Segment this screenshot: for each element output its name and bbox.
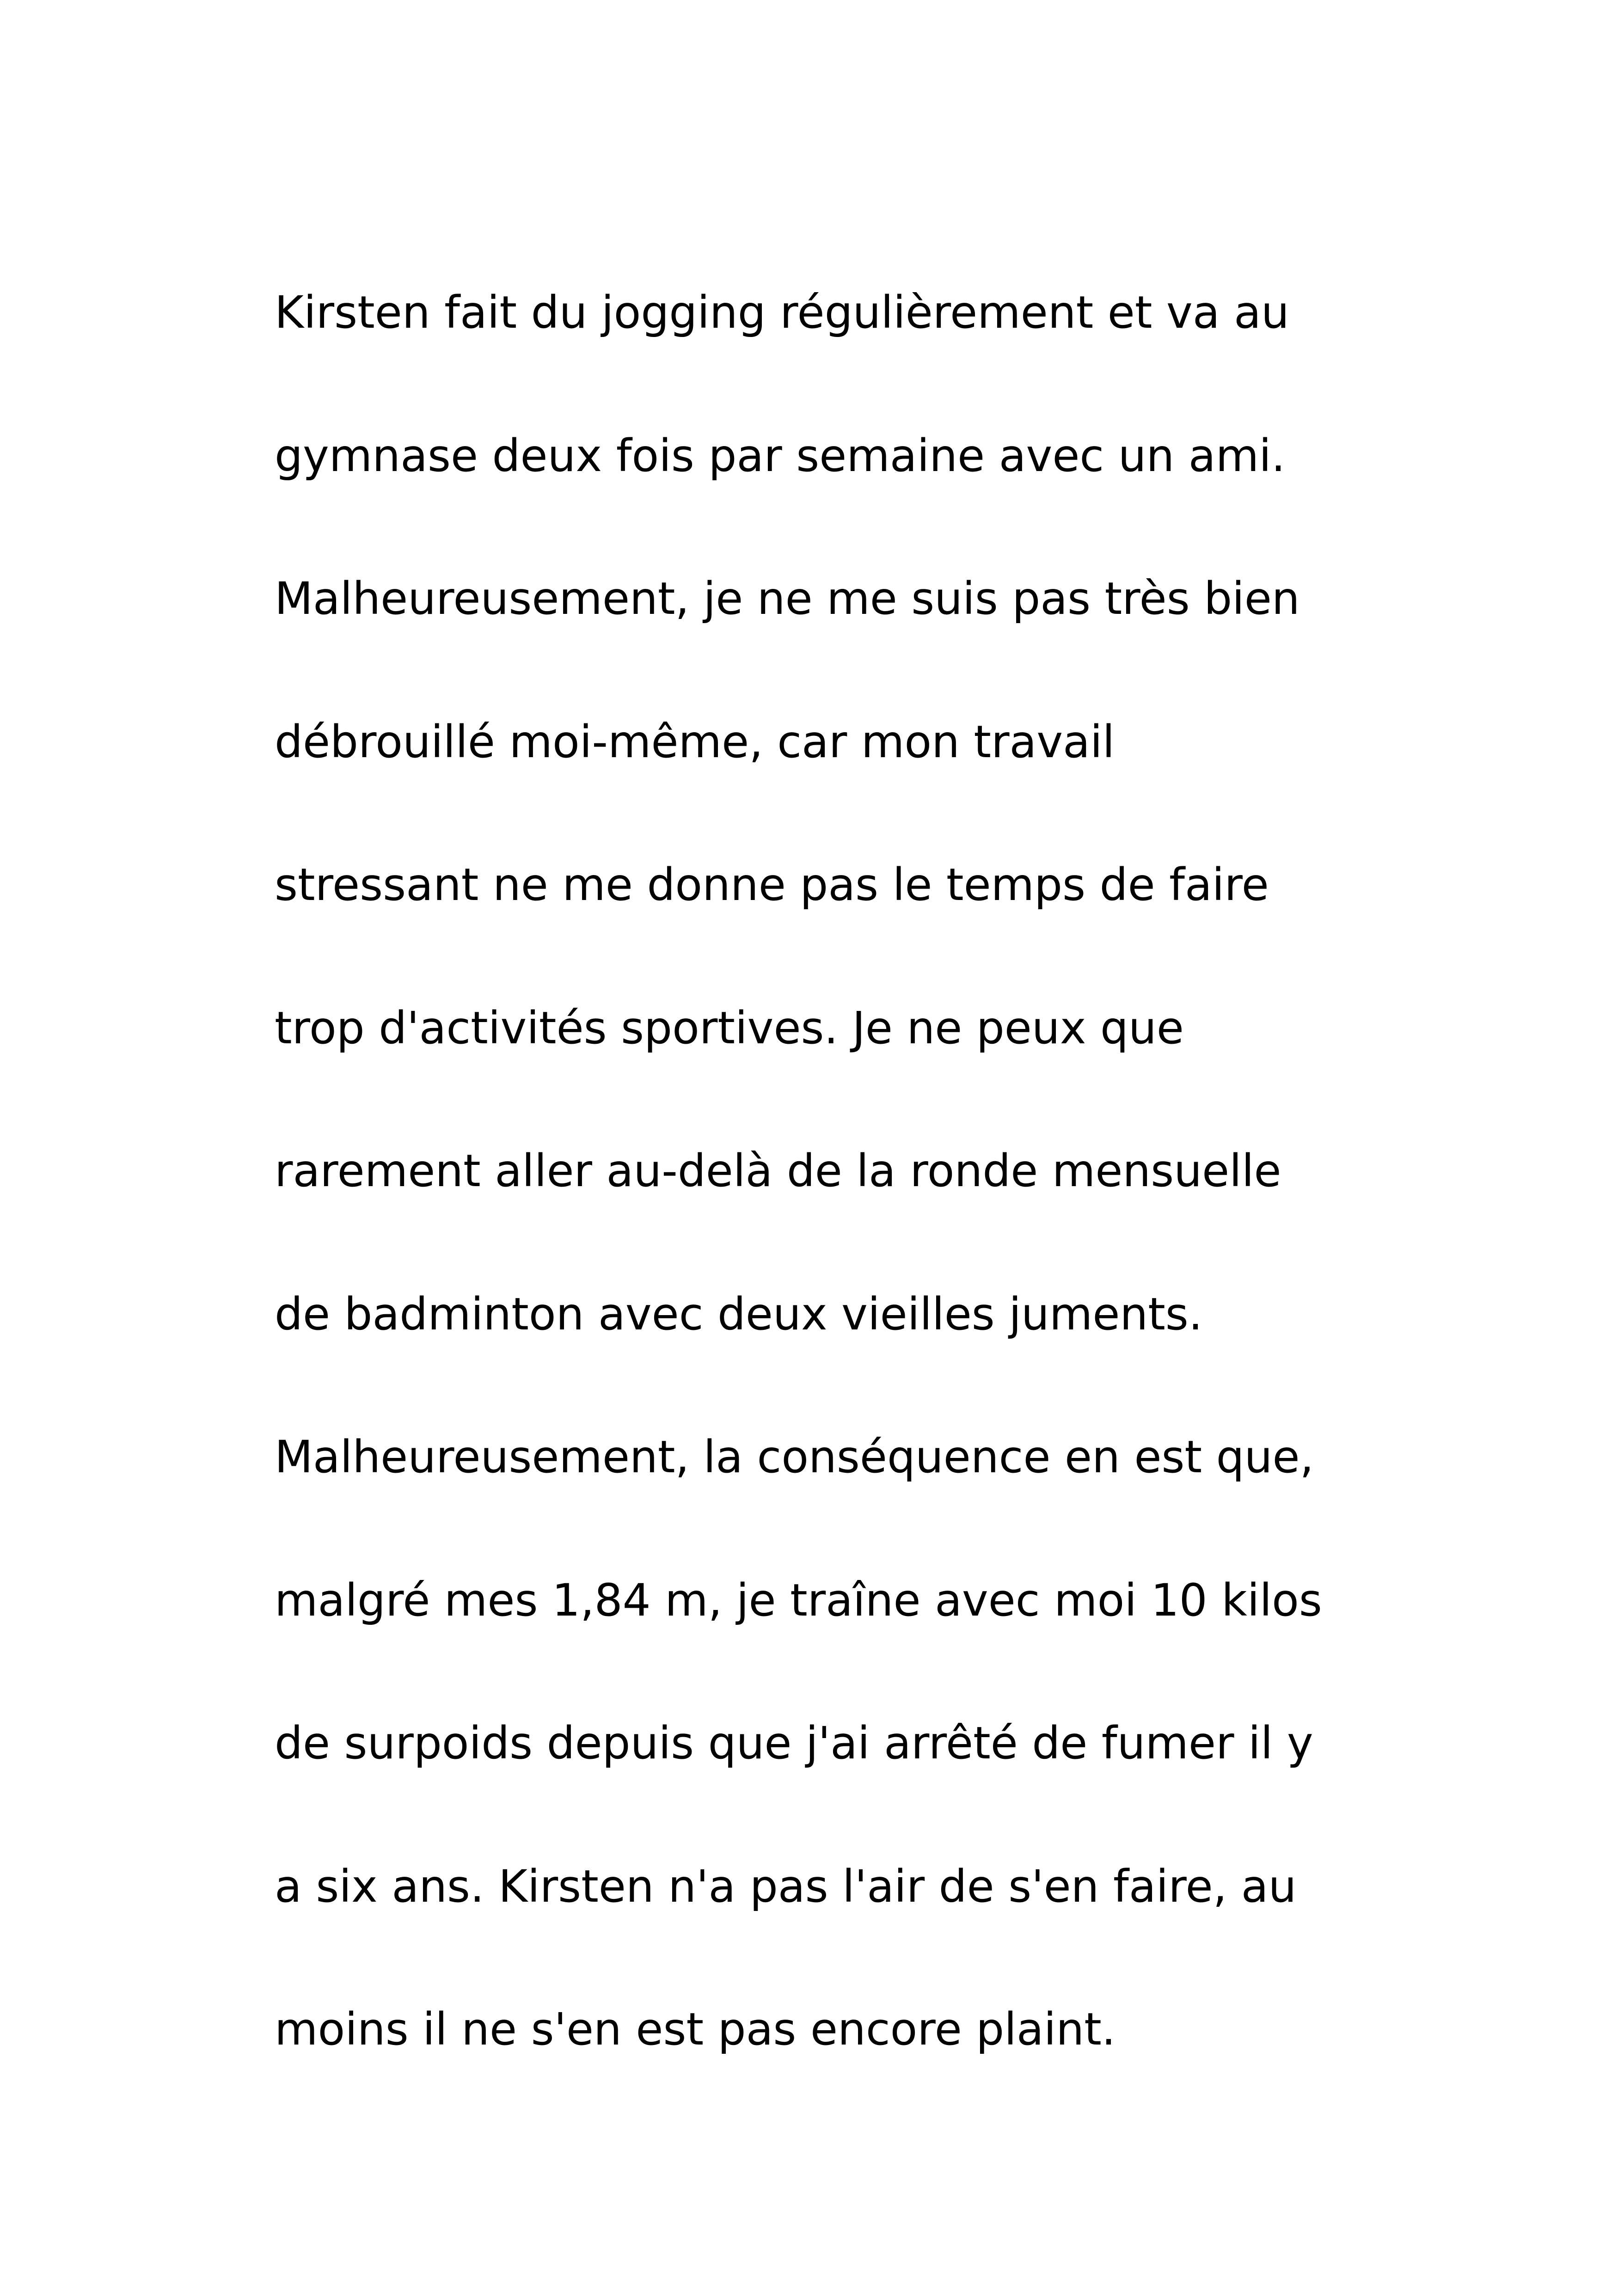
text-line: rarement aller au-delà de la ronde mensuelle: [275, 1145, 1281, 1197]
text-line: Malheureusement, je ne me suis pas très bien: [275, 573, 1300, 625]
text-line: de surpoids depuis que j'ai arrêté de fumer il y: [275, 1717, 1313, 1769]
text-line: a six ans. Kirsten n'a pas l'air de s'en faire, au: [275, 1861, 1297, 1912]
text-line: malgré mes 1,84 m, je traîne avec moi 10 kilos: [275, 1574, 1322, 1626]
text-line: moins il ne s'en est pas encore plaint.: [275, 2003, 1116, 2055]
text-line: stressant ne me donne pas le temps de faire: [275, 859, 1269, 911]
text-line: trop d'activités sportives. Je ne peux que: [275, 1002, 1184, 1054]
text-line: Kirsten fait du jogging régulièrement et va au: [275, 287, 1289, 338]
text-line: gymnase deux fois par semaine avec un ami.: [275, 430, 1286, 482]
text-line: Malheureusement, la conséquence en est que,: [275, 1431, 1314, 1483]
text-line: de badminton avec deux vieilles juments.: [275, 1288, 1203, 1340]
text-line: débrouillé moi-même, car mon travail: [275, 716, 1115, 768]
